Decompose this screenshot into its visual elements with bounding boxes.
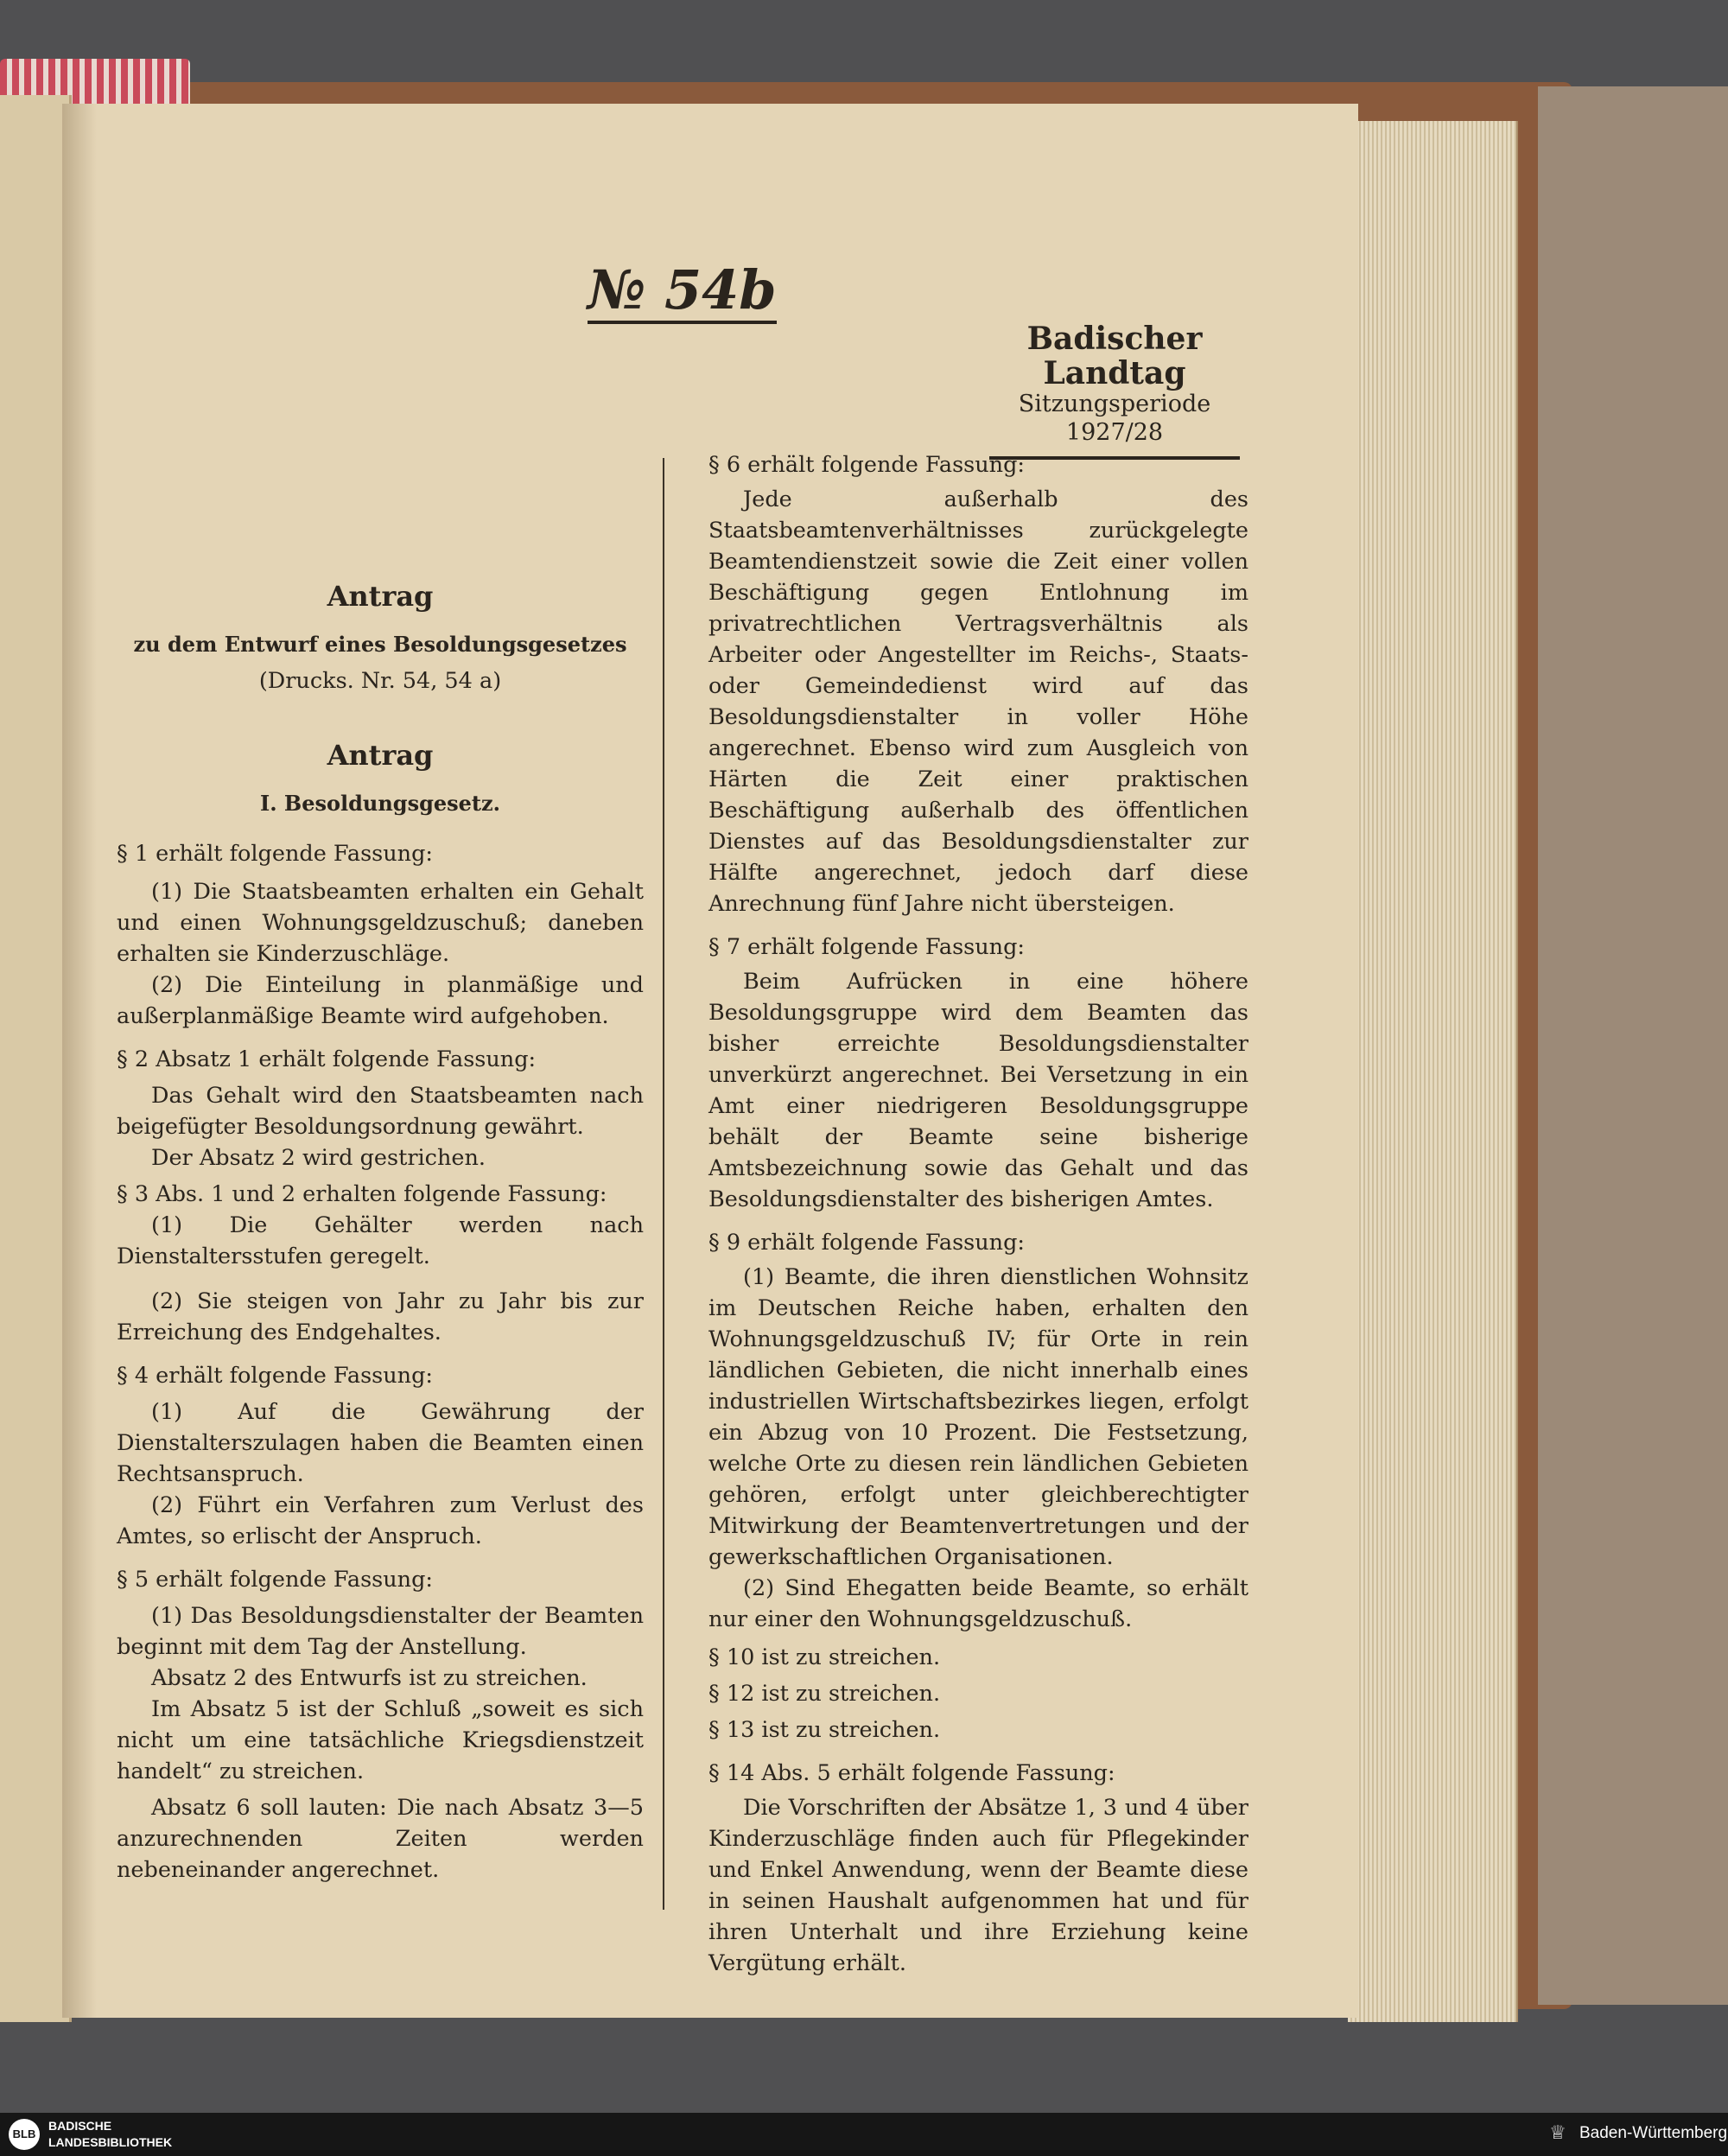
parliament-header <box>989 321 1240 460</box>
coat-of-arms-icon: ♕ <box>1549 2122 1566 2144</box>
left-column <box>117 579 644 1886</box>
paragraph: Im Absatz 5 ist der Schluß „soweit es sich nicht um eine tatsächliche Kriegsdienstzeit handelt“ zu streichen. <box>117 1696 644 1784</box>
session-years: 1927/28 <box>989 418 1240 460</box>
paragraph: (1) Auf die Gewährung der Dienstalterszulagen haben die Beamten einen Rechtsanspruch. <box>117 1399 644 1487</box>
paragraph: (2) Führt ein Verfahren zum Verlust des Amtes, so erlischt der Anspruch. <box>117 1492 644 1549</box>
paragraph: Die Vorschriften der Absätze 1, 3 und 4 über Kinderzuschläge finden auch für Pflegekinder und Enkel Anwendung, wenn der Beamte diese in seinen Haushalt aufgenommen hat und für ihren Unterhalt und ihre Erziehung keine Vergütung erhält. <box>708 1795 1248 1976</box>
paragraph: Jede außerhalb des Staatsbeamtenverhältnisses zurückgelegte Beamtendienstzeit sowie die Zeit einer vollen Beschäftigung gegen Entlohnung im privatrechtlichen Vertragsverhältnis als Arbeiter oder Angestellter im Reichs-, Staats- oder Gemeindedienst wird auf das Besoldungsdienstalter in voller Höhe angerechnet. Ebenso wird zum Ausgleich von Härten die Zeit einer praktischen Beschäftigung außerhalb des öffentlichen Dienstes auf das Besoldungsdienstalter zur Hälfte angerechnet, jedoch darf diese Anrechnung fünf Jahre nicht übersteigen. <box>708 487 1248 917</box>
paragraph: § 3 Abs. 1 und 2 erhalten folgende Fassung: <box>117 1181 607 1207</box>
reference-line: (Drucks. Nr. 54, 54 a) <box>258 668 502 694</box>
viewer-footer <box>0 2113 1728 2156</box>
paragraph: Beim Aufrücken in eine höhere Besoldungsgruppe wird dem Beamten das bisher erreichte Besoldungsdienstalter unverkürzt angerechnet. Bei Versetzung in ein Amt einer niedrigeren Besoldungsgruppe behält der Beamte seine bisherige Amtsbezeichnung sowie das Gehalt und das Besoldungsdienstalter des bisherigen Amtes. <box>708 969 1248 1212</box>
session-label: Sitzungsperiode <box>1018 391 1211 417</box>
paragraph: § 13 ist zu streichen. <box>708 1717 941 1743</box>
page-fore-edge <box>1348 121 1518 2022</box>
page-gutter-shadow <box>62 104 97 2018</box>
paragraph: (1) Beamte, die ihren dienstlichen Wohnsitz im Deutschen Reiche haben, erhalten den Wohnungsgeldzuschuß IV; für Orte in rein ländlichen Gebieten, die nicht innerhalb eines industriellen Wirtschaftsbezirkes liegen, erfolgt ein Abzug von 10 Prozent. Die Festsetzung, welche Orte zu diesen rein ländlichen Gebieten gehören, erfolgt unter gleichberechtigter Mitwirkung der Beamtenvertretungen und der gewerkschaftlichen Organisationen. <box>708 1264 1248 1570</box>
paragraph: § 9 erhält folgende Fassung: <box>708 1230 1026 1256</box>
marbled-board <box>1538 86 1728 2005</box>
paragraph: Das Gehalt wird den Staatsbeamten nach beigefügter Besoldungsordnung gewährt. <box>117 1083 644 1140</box>
paragraph: § 14 Abs. 5 erhält folgende Fassung: <box>708 1760 1115 1786</box>
paragraph: § 6 erhält folgende Fassung: <box>708 452 1026 478</box>
subheading-entwurf: zu dem Entwurf eines Besoldungsgesetzes <box>133 632 627 657</box>
heading-antrag-2: Antrag <box>327 739 434 772</box>
paragraph: § 5 erhält folgende Fassung: <box>117 1567 434 1593</box>
paragraph: § 4 erhält folgende Fassung: <box>117 1363 434 1389</box>
library-name-line2: LANDESBIBLIOTHEK <box>48 2135 173 2149</box>
paragraph: § 1 erhält folgende Fassung: <box>117 841 434 867</box>
parliament-title: Badischer Landtag <box>1026 321 1203 391</box>
paragraph: (1) Die Gehälter werden nach Dienstaltersstufen geregelt. <box>117 1212 644 1269</box>
paragraph: § 12 ist zu streichen. <box>708 1681 941 1707</box>
library-name[interactable] <box>48 2118 172 2151</box>
section-title: I. Besoldungsgesetz. <box>259 791 500 816</box>
document-number: № 54b <box>588 264 777 324</box>
right-column <box>708 449 1248 1979</box>
paragraph: § 10 ist zu streichen. <box>708 1644 941 1670</box>
left-page-edge <box>0 95 72 2022</box>
paragraph: Absatz 2 des Entwurfs ist zu streichen. <box>151 1665 588 1691</box>
paragraph: Der Absatz 2 wird gestrichen. <box>151 1145 486 1171</box>
paragraph: (2) Sind Ehegatten beide Beamte, so erhält nur einer den Wohnungsgeldzuschuß. <box>708 1575 1248 1632</box>
paragraph: § 7 erhält folgende Fassung: <box>708 934 1026 960</box>
library-name-line1: BADISCHE <box>48 2119 112 2133</box>
column-divider <box>663 458 664 1910</box>
state-name[interactable]: Baden-Württemberg <box>1579 2124 1728 2142</box>
heading-antrag-1: Antrag <box>327 580 434 613</box>
paragraph: (2) Sie steigen von Jahr zu Jahr bis zur Erreichung des Endgehaltes. <box>117 1288 644 1345</box>
paragraph: Absatz 6 soll lauten: Die nach Absatz 3—5 anzurechnenden Zeiten werden nebeneinander angerechnet. <box>117 1795 644 1883</box>
paragraph: (1) Das Besoldungsdienstalter der Beamten beginnt mit dem Tag der Anstellung. <box>117 1603 644 1660</box>
paragraph: (1) Die Staatsbeamten erhalten ein Gehalt und einen Wohnungsgeldzuschuß; daneben erhalten sie Kinderzuschläge. <box>117 879 644 967</box>
paragraph: § 2 Absatz 1 erhält folgende Fassung: <box>117 1046 537 1072</box>
blb-logo[interactable]: BLB <box>9 2119 40 2150</box>
paragraph: (2) Die Einteilung in planmäßige und außerplanmäßige Beamte wird aufgehoben. <box>117 972 644 1029</box>
